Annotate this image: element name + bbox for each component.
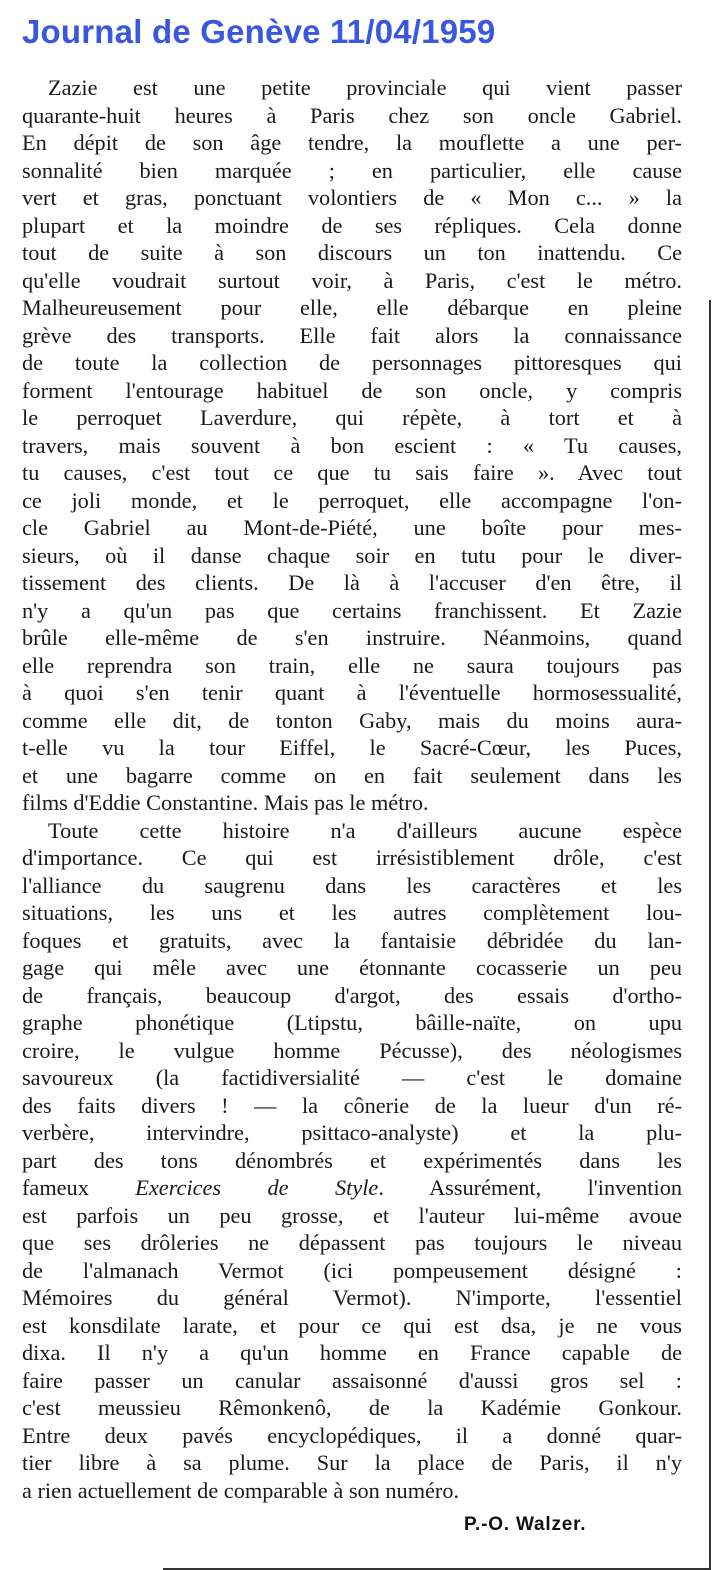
- text-line: Mémoires du général Vermot). N'importe, l'essentiel: [22, 1285, 682, 1310]
- text-line: foques et gratuits, avec la fantaisie débridée du lan-: [22, 927, 682, 953]
- text-line: dixa. Il n'y a qu'un homme en France capable de: [22, 1340, 682, 1365]
- text-line: Malheureusement pour elle, elle débarque en pleine: [22, 295, 682, 320]
- text-line: croire, le vulgue homme Pécusse), des néologismes: [22, 1037, 682, 1063]
- paragraph-2: [22, 817, 682, 1505]
- text-line: t-elle vu la tour Eiffel, le Sacré-Cœur, les Puces,: [22, 735, 682, 760]
- text-line: brûle elle-même de s'en instruire. Néanmoins, quand: [22, 625, 682, 650]
- text-line: l'alliance du saugrenu dans les caractères et les: [22, 872, 682, 898]
- text-line: est parfois un peu grosse, et l'auteur lui-même avoue: [22, 1202, 682, 1228]
- text-line: n'y a qu'un pas que certains franchissent. Et Zazie: [22, 597, 682, 623]
- text-line: vert et gras, ponctuant volontiers de « Mon c... » la: [22, 185, 682, 210]
- text-line: Zazie est une petite provinciale qui vient passer: [48, 75, 682, 100]
- text-line: tissement des clients. De là à l'accuser d'en être, il: [22, 570, 682, 595]
- text-line: de l'almanach Vermot (ici pompeusement désigné :: [22, 1257, 682, 1283]
- text-line: tier libre à sa plume. Sur la place de Paris, il n'y: [22, 1450, 682, 1475]
- book-title: Exercices de Style: [135, 1175, 379, 1200]
- text-line: En dépit de son âge tendre, la mouflette a une per-: [22, 130, 682, 155]
- text-line: le perroquet Laverdure, qui répète, à tort et à: [22, 405, 682, 430]
- text-line: plupart et la moindre de ses répliques. Cela donne: [22, 212, 682, 238]
- text-line: tu causes, c'est tout ce que tu sais faire ». Avec tout: [22, 460, 682, 485]
- text-line: travers, mais souvent à bon escient : « Tu causes,: [22, 432, 682, 458]
- text-line: qu'elle voudrait surtout voir, à Paris, c'est le métro.: [22, 267, 682, 293]
- column-rule-right: [709, 300, 711, 1570]
- article-body: [22, 74, 682, 1504]
- text-line: comme elle dit, de tonton Gaby, mais du moins aura-: [22, 707, 682, 733]
- text-line: verbère, intervindre, psittaco-analyste) et la plu-: [22, 1120, 682, 1145]
- text-line: des faits divers ! — la cônerie de la lueur d'un ré-: [22, 1092, 682, 1118]
- article-column: [22, 74, 711, 1570]
- text-line: de français, beaucoup d'argot, des essais d'ortho-: [22, 982, 682, 1008]
- text-line: savoureux (la factidiversialité — c'est le domaine: [22, 1065, 682, 1090]
- text-line: est konsdilate larate, et pour ce qui est dsa, je ne vous: [22, 1312, 682, 1338]
- text-line: que ses drôleries ne dépassent pas toujours le niveau: [22, 1230, 682, 1255]
- text-line: Entre deux pavés encyclopédiques, il a donné quar-: [22, 1422, 682, 1448]
- paragraph-1: [22, 74, 682, 817]
- text-line: faire passer un canular assaisonné d'aussi gros sel :: [22, 1367, 682, 1393]
- page-title: Journal de Genève 11/04/1959: [22, 13, 496, 50]
- text-line: et une bagarre comme on en fait seulement dans les: [22, 762, 682, 788]
- text-line: à quoi s'en tenir quant à l'éventuelle hormosessualité,: [22, 680, 682, 705]
- text-line: sieurs, où il danse chaque soir en tutu pour le diver-: [22, 542, 682, 568]
- text-line: tout de suite à son discours un ton inattendu. Ce: [22, 240, 682, 265]
- text-line: elle reprendra son train, elle ne saura toujours pas: [22, 652, 682, 678]
- text-line: de toute la collection de personnages pittoresques qui: [22, 350, 682, 375]
- text-line: grève des transports. Elle fait alors la connaissance: [22, 322, 682, 348]
- text-line: part des tons dénombrés et expérimentés dans les: [22, 1147, 682, 1173]
- text-line: Toute cette histoire n'a d'ailleurs aucune espèce: [48, 817, 682, 843]
- text-line: graphe phonétique (Ltipstu, bâille-naïte, on upu: [22, 1010, 682, 1035]
- text-line: films d'Eddie Constantine. Mais pas le métro.: [22, 790, 429, 815]
- text-line: a rien actuellement de comparable à son numéro.: [22, 1477, 460, 1503]
- text-line: ce joli monde, et le perroquet, elle accompagne l'on-: [22, 487, 682, 513]
- text-line: sonnalité bien marquée ; en particulier, elle cause: [22, 157, 682, 183]
- text-line: d'importance. Ce qui est irrésistiblement drôle, c'est: [22, 845, 682, 870]
- text-line: c'est meussieu Rêmonkenô, de la Kadémie Gonkour.: [22, 1395, 682, 1420]
- text-line: quarante-huit heures à Paris chez son oncle Gabriel.: [22, 102, 682, 128]
- text-line: forment l'entourage habituel de son oncle, y compris: [22, 377, 682, 403]
- text-line: gage qui mêle avec une étonnante cocasserie un peu: [22, 955, 682, 980]
- text-line: situations, les uns et les autres complètement lou-: [22, 900, 682, 925]
- text-line: fameux Exercices de Style. Assurément, l'invention: [22, 1175, 682, 1200]
- text-line: cle Gabriel au Mont-de-Piété, une boîte pour mes-: [22, 515, 682, 540]
- author-signature: P.-O. Walzer.: [464, 1514, 587, 1535]
